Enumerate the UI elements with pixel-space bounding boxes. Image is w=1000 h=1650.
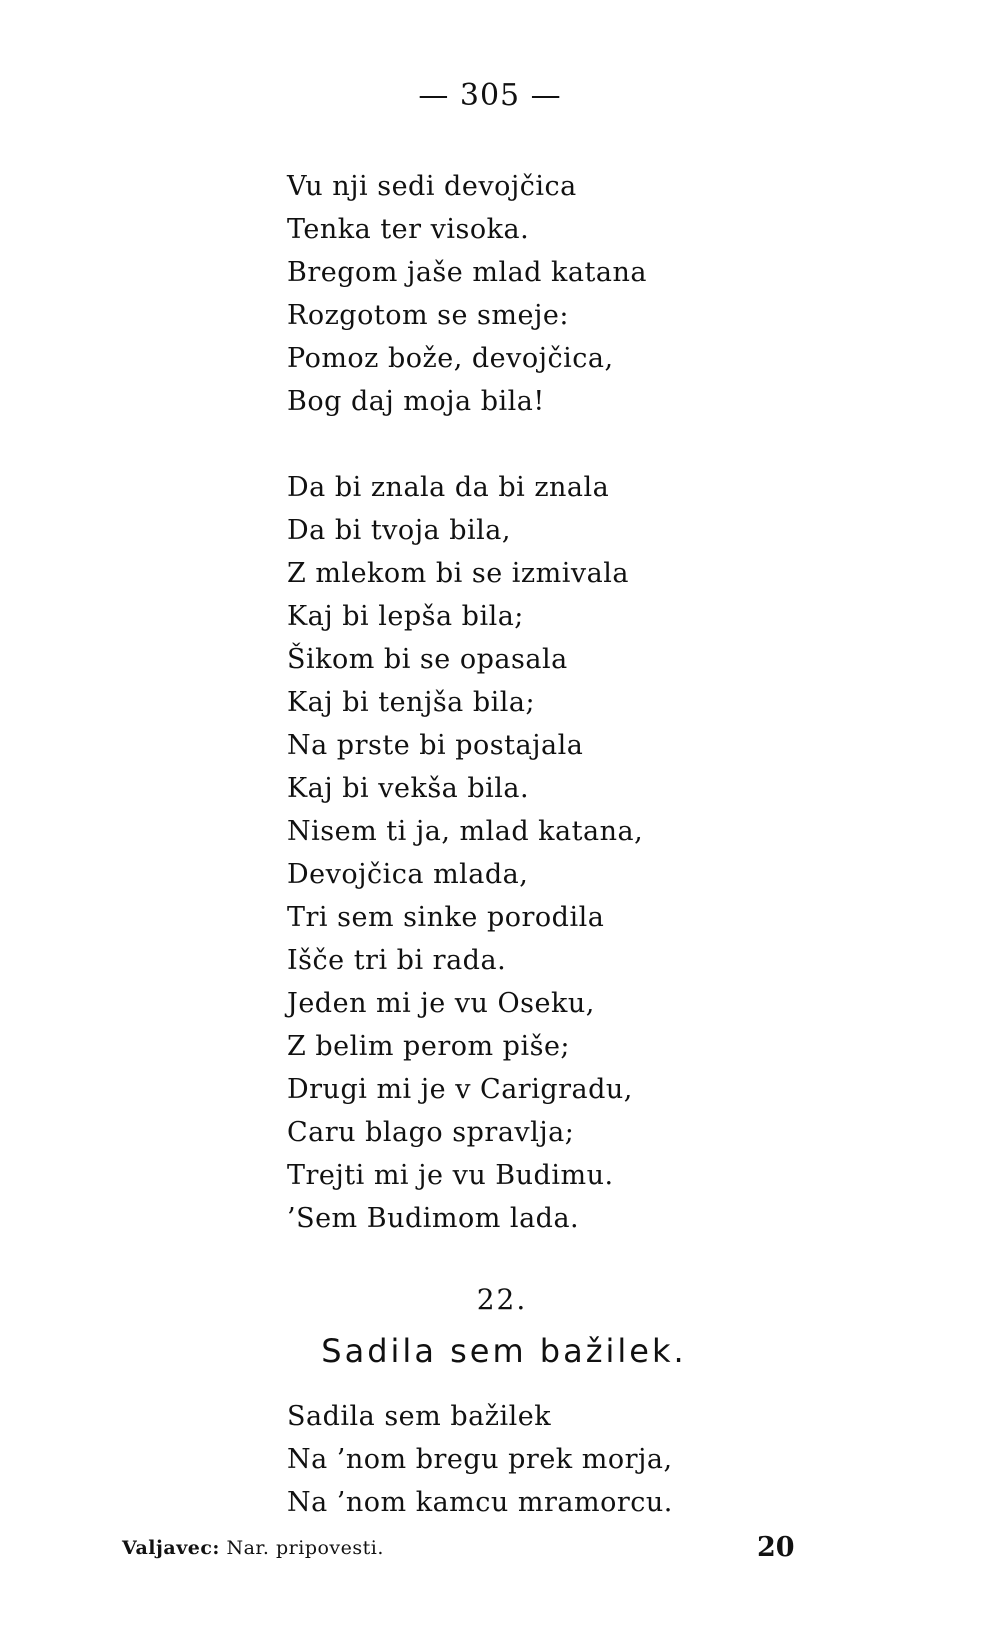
song-verse-block xyxy=(287,1395,673,1524)
verse-line: Nisem ti ja, mlad katana, xyxy=(287,816,644,847)
song-number: 22. xyxy=(476,1283,528,1316)
verse-line: Pomoz bože, devojčica, xyxy=(287,343,614,374)
verse-line: Z mlekom bi se izmivala xyxy=(287,558,629,589)
stanza-gap xyxy=(287,423,647,466)
verse-line: Tri sem sinke porodila xyxy=(287,902,605,933)
verse-line: Drugi mi je v Carigradu, xyxy=(287,1074,633,1105)
verse-line: Jeden mi je vu Oseku, xyxy=(287,988,595,1019)
verse-line: Kaj bi tenjša bila; xyxy=(287,687,536,718)
verse-line: Šikom bi se opasala xyxy=(287,644,568,675)
verse-line: Sadila sem bažilek xyxy=(287,1401,552,1432)
page-number: — 305 — xyxy=(418,78,562,113)
verse-line: Devojčica mlada, xyxy=(287,859,529,890)
verse-line: Da bi znala da bi znala xyxy=(287,472,610,503)
verse-line: Da bi tvoja bila, xyxy=(287,515,511,546)
verse-line: Na ’nom kamcu mramorcu. xyxy=(287,1487,673,1518)
verse-line: Z belim perom piše; xyxy=(287,1031,571,1062)
verse-block xyxy=(287,165,647,1240)
verse-line: Kaj bi vekša bila. xyxy=(287,773,530,804)
verse-line: Vu nji sedi devojčica xyxy=(287,171,577,202)
verse-line: Caru blago spravlja; xyxy=(287,1117,575,1148)
verse-line: Trejti mi je vu Budimu. xyxy=(287,1160,614,1191)
verse-line: Rozgotom se smeje: xyxy=(287,300,569,331)
verse-line: Tenka ter visoka. xyxy=(287,214,530,245)
stanza-2 xyxy=(287,466,647,1240)
footer-author: Valjavec: xyxy=(122,1537,220,1559)
footer-work: Nar. pripovesti. xyxy=(226,1537,384,1559)
verse-line: Bregom jaše mlad katana xyxy=(287,257,647,288)
stanza-1 xyxy=(287,165,647,423)
signature-number: 20 xyxy=(757,1532,795,1563)
verse-line: ’Sem Budimom lada. xyxy=(287,1203,580,1234)
song-title: Sadila sem bažilek. xyxy=(321,1332,687,1370)
verse-line: Na ’nom bregu prek morja, xyxy=(287,1444,673,1475)
footer-imprint xyxy=(122,1537,384,1559)
verse-line: Na prste bi postajala xyxy=(287,730,584,761)
verse-line: Bog daj moja bila! xyxy=(287,386,545,417)
verse-line: Išče tri bi rada. xyxy=(287,945,507,976)
verse-line: Kaj bi lepša bila; xyxy=(287,601,524,632)
